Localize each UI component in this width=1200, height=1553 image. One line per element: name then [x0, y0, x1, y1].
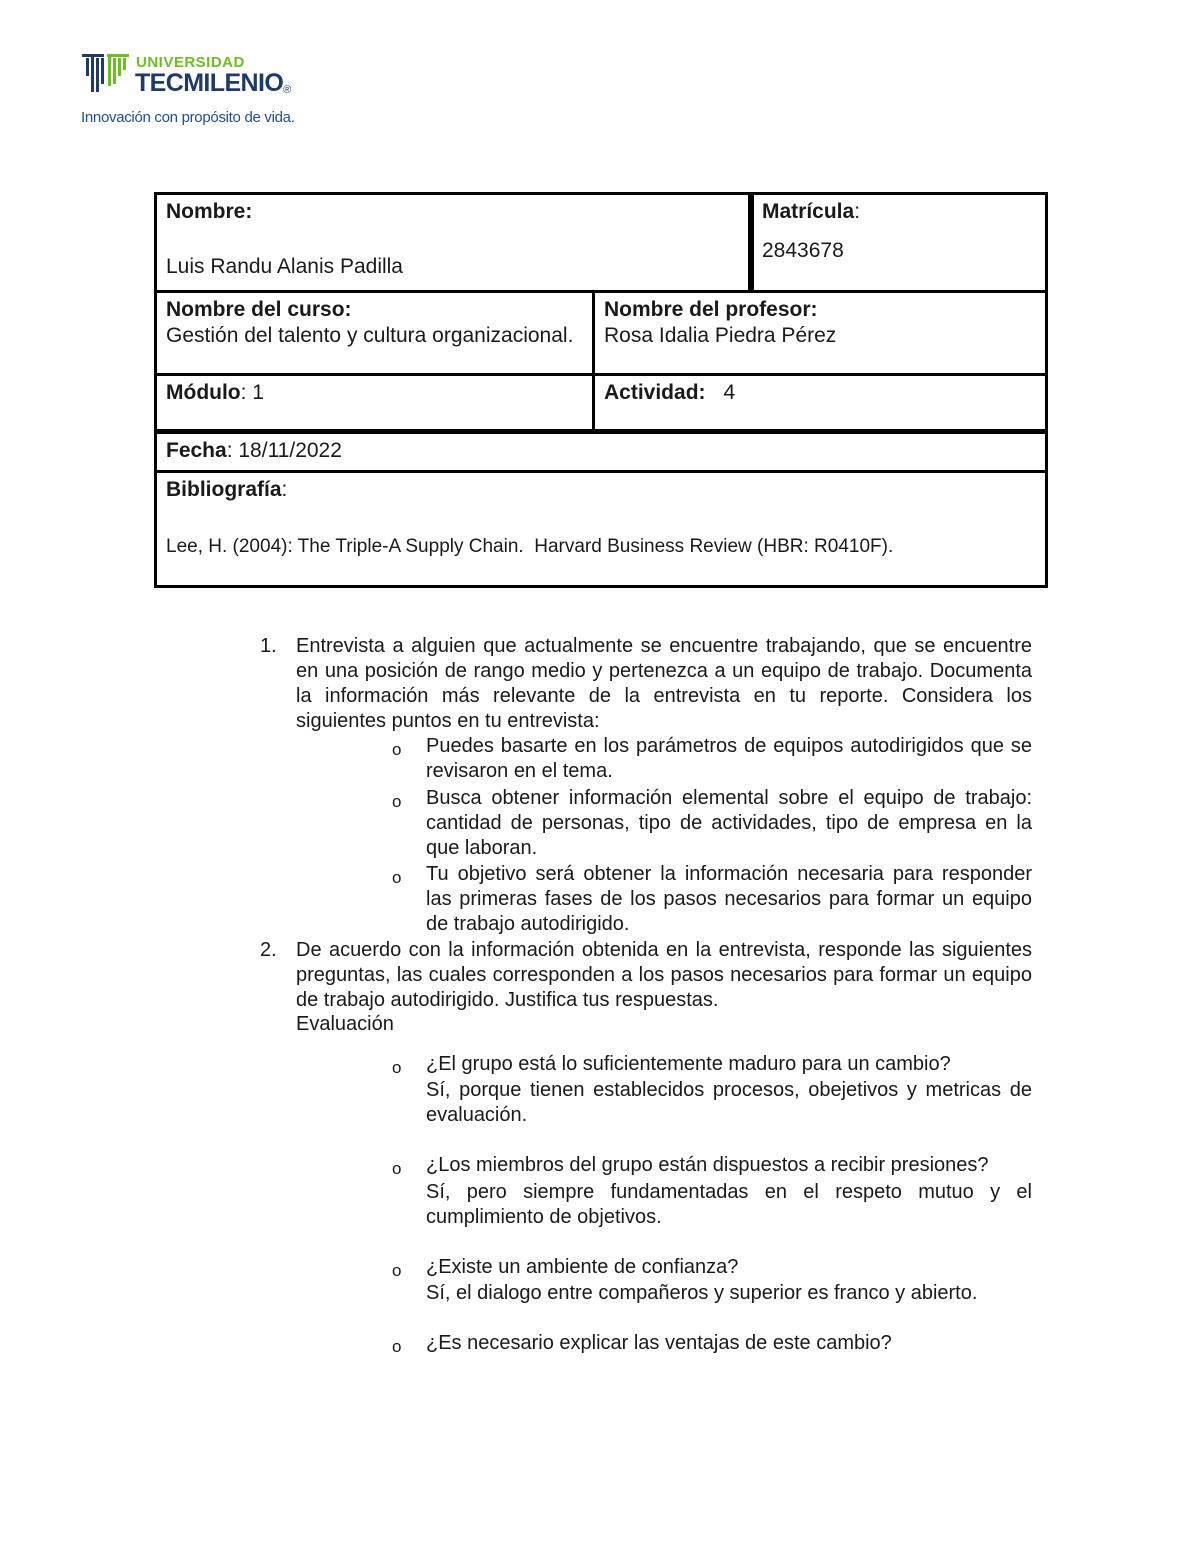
nombre-value: Luis Randu Alanis Padilla: [166, 255, 403, 278]
cell-curso: [154, 290, 595, 376]
bullet-marker: o: [392, 792, 402, 811]
tecmilenio-emblem-icon: [80, 50, 132, 94]
actividad-value: 4: [723, 381, 736, 404]
cell-fecha: [154, 431, 1048, 473]
bullet-marker: o: [392, 1058, 402, 1077]
item-1-text: Entrevista a alguien que actualmente se encuentre trabajando, que se encuentre en una posición de rango medio y pertenezca a un equipo de trabajo. Documenta la información más relevante de la entrevista en tu reporte. Considera los siguientes puntos en tu entrevista:: [296, 635, 1032, 732]
university-logo: [80, 48, 320, 128]
item-2-text: De acuerdo con la información obtenida en la entrevista, responde las siguientes preguntas, las cuales corresponden a los pasos necesarios para formar un equipo de trabajo autodirigido. Justifica tus respuestas.: [296, 939, 1032, 1011]
list-number-1: 1.: [260, 635, 277, 657]
bullet-marker: o: [392, 740, 402, 759]
modulo-value: : 1: [240, 381, 264, 404]
matricula-separator: :: [854, 200, 861, 223]
actividad-label: Actividad:: [604, 381, 706, 404]
bibliografia-separator: :: [281, 478, 288, 501]
student-info-table: [154, 192, 1048, 588]
question-3: ¿Existe un ambiente de confianza?: [426, 1256, 739, 1278]
profesor-label: Nombre del profesor:: [604, 298, 818, 321]
nombre-label: Nombre:: [166, 200, 253, 223]
cell-bibliografia: [154, 470, 1048, 588]
cell-profesor: [592, 290, 1048, 376]
cell-actividad: [592, 373, 1048, 432]
cell-nombre: [154, 192, 754, 293]
logo-tagline: Innovación con propósito de vida.: [81, 109, 295, 126]
item-1-sub-1: Puedes basarte en los parámetros de equipos autodirigidos que se revisaron en el tema.: [426, 735, 1032, 782]
matricula-value: 2843678: [762, 239, 844, 262]
bullet-marker: o: [392, 1159, 402, 1178]
question-4: ¿Es necesario explicar las ventajas de este cambio?: [426, 1332, 892, 1354]
matricula-label: Matrícula: [762, 200, 855, 223]
answer-1: Sí, porque tienen establecidos procesos, obejetivos y metricas de evaluación.: [426, 1079, 1032, 1126]
question-2: ¿Los miembros del grupo están dispuestos a recibir presiones?: [426, 1154, 989, 1176]
item-1-sub-2: Busca obtener información elemental sobre el equipo de trabajo: cantidad de personas, tipo de actividades, tipo de empresa en la que laboran.: [426, 787, 1032, 859]
cell-modulo: [154, 373, 595, 432]
bibliografia-value: Lee, H. (2004): The Triple-A Supply Chain. Harvard Business Review (HBR: R0410F).: [166, 536, 894, 557]
cell-matricula: [748, 192, 1048, 293]
curso-label: Nombre del curso:: [166, 298, 352, 321]
evaluation-heading: Evaluación: [296, 1013, 394, 1035]
registered-mark: ®: [283, 84, 291, 96]
answer-2: Sí, pero siempre fundamentadas en el respeto mutuo y el cumplimiento de objetivos.: [426, 1181, 1032, 1228]
bullet-marker: o: [392, 868, 402, 887]
item-1-sub-3: Tu objetivo será obtener la información necesaria para responder las primeras fases de los pasos necesarios para formar un equipo de trabajo autodirigido.: [426, 863, 1032, 935]
list-number-2: 2.: [260, 939, 277, 961]
fecha-label: Fecha: [166, 439, 227, 462]
bullet-marker: o: [392, 1337, 402, 1356]
profesor-value: Rosa Idalia Piedra Pérez: [604, 324, 837, 347]
answer-3: Sí, el dialogo entre compañeros y superior es franco y abierto.: [426, 1282, 978, 1304]
modulo-label: Módulo: [166, 381, 241, 404]
fecha-value: : 18/11/2022: [226, 439, 342, 462]
bullet-marker: o: [392, 1261, 402, 1280]
logo-university-text: UNIVERSIDAD: [136, 54, 245, 71]
logo-name-text: TECMILENIO®: [135, 69, 291, 97]
question-1: ¿El grupo está lo suficientemente maduro para un cambio?: [426, 1053, 951, 1075]
bibliografia-label: Bibliografía: [166, 478, 282, 501]
curso-value: Gestión del talento y cultura organizacional.: [166, 324, 574, 347]
